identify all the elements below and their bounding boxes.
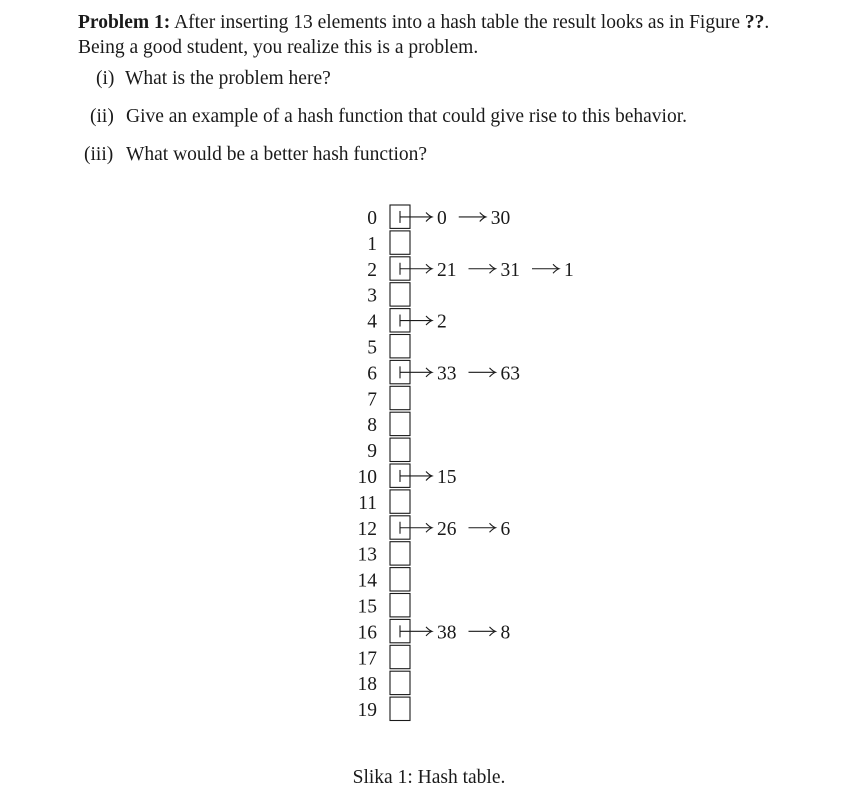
chain-value: 33 bbox=[437, 363, 457, 385]
chain-value: 2 bbox=[437, 311, 447, 333]
slot-index-label: 18 bbox=[357, 674, 377, 696]
question-label: (i) bbox=[96, 68, 115, 89]
question-label: (iii) bbox=[84, 144, 114, 165]
slot-index-label: 12 bbox=[357, 518, 377, 540]
slot-index-label: 16 bbox=[357, 622, 377, 644]
figure-reference: ?? bbox=[744, 12, 765, 33]
slot-cell bbox=[390, 386, 410, 409]
chain-value: 21 bbox=[437, 259, 457, 281]
slot-index-label: 3 bbox=[367, 285, 377, 307]
slot-cell bbox=[390, 335, 410, 358]
slot-index-label: 2 bbox=[367, 259, 377, 281]
figure-caption: Slika 1: Hash table. bbox=[352, 767, 506, 788]
chain-value: 8 bbox=[500, 622, 511, 644]
problem-heading: Problem 1: bbox=[78, 12, 171, 33]
slot-cell bbox=[390, 697, 410, 720]
slot-cell bbox=[390, 438, 410, 461]
slot-index-label: 9 bbox=[367, 441, 377, 463]
slot-index-label: 1 bbox=[367, 233, 377, 255]
slot-index-label: 14 bbox=[357, 570, 377, 592]
slot-cell bbox=[390, 231, 410, 254]
chain-value: 6 bbox=[500, 518, 511, 540]
slot-index-label: 4 bbox=[367, 311, 377, 333]
problem-line-2: Being a good student, you realize this is a problem. bbox=[78, 37, 479, 58]
problem-intro-end: . bbox=[764, 12, 770, 33]
chain-value: 38 bbox=[437, 622, 457, 644]
slot-index-label: 11 bbox=[358, 492, 377, 514]
slot-index-label: 0 bbox=[367, 207, 377, 229]
chain-value: 31 bbox=[500, 259, 520, 281]
slot-index-label: 8 bbox=[367, 415, 377, 437]
slot-index-label: 15 bbox=[357, 596, 377, 618]
slot-cell bbox=[390, 645, 410, 668]
slot-cell bbox=[390, 542, 410, 565]
slot-index-label: 6 bbox=[367, 363, 377, 385]
chain-value: 0 bbox=[437, 207, 447, 229]
slot-cell bbox=[390, 594, 410, 617]
problem-intro: After inserting 13 elements into a hash table the result looks as in Figure bbox=[174, 12, 745, 33]
chain-value: 63 bbox=[500, 363, 520, 385]
slot-index-label: 10 bbox=[357, 466, 377, 488]
question-text: Give an example of a hash function that could give rise to this behavior. bbox=[126, 106, 688, 127]
slot-index-label: 7 bbox=[367, 389, 377, 411]
slot-cell bbox=[390, 568, 410, 591]
slot-index-label: 5 bbox=[367, 337, 377, 359]
chain-value: 26 bbox=[437, 518, 457, 540]
question-text: What is the problem here? bbox=[125, 68, 331, 89]
slot-cell bbox=[390, 490, 410, 513]
chain-value: 30 bbox=[490, 207, 511, 229]
slot-cell bbox=[390, 283, 410, 306]
chain-value: 1 bbox=[564, 259, 574, 281]
question-label: (ii) bbox=[90, 106, 114, 127]
chain-value: 15 bbox=[437, 466, 457, 488]
slot-cell bbox=[390, 412, 410, 435]
slot-index-label: 13 bbox=[357, 544, 377, 566]
slot-cell bbox=[390, 671, 410, 694]
question-text: What would be a better hash function? bbox=[126, 144, 428, 165]
slot-index-label: 17 bbox=[357, 648, 377, 670]
slot-index-label: 19 bbox=[357, 700, 377, 722]
